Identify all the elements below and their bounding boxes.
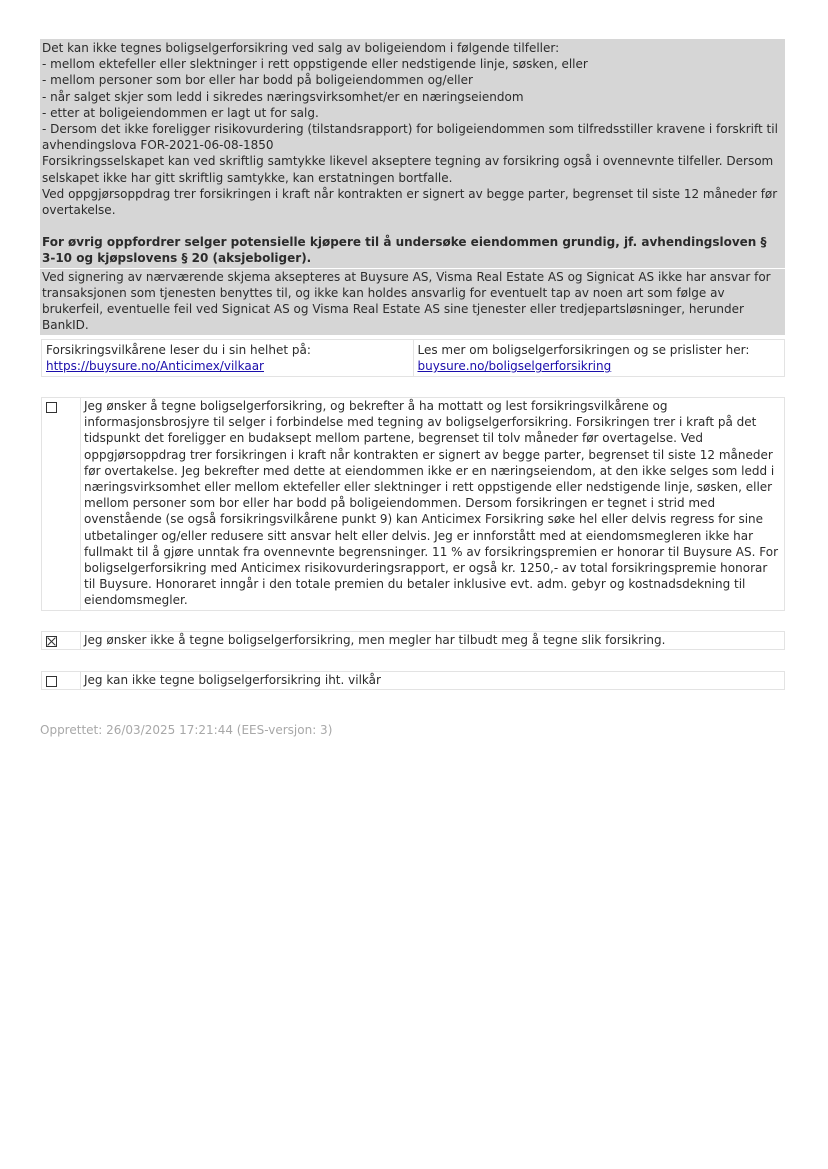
links-table [41,339,785,377]
info-link[interactable]: buysure.no/boligselgerforsikring [417,359,612,374]
checkbox-cell [42,398,81,610]
checkbox-cell [42,672,81,689]
created-timestamp: Opprettet: 26/03/2025 17:21:44 (EES-versjon: 3) [40,723,333,737]
info-line: Forsikringsselskapet kan ved skriftlig samtykke likevel akseptere tegning av forsikring også i ovennevnte tilfeller. Dersom selskapet ikke har gitt skriftlig samtykke, kan erstatningen bortfalle. [42,154,774,185]
info-label: Les mer om boligselgerforsikringen og se prislister her: [417,343,750,357]
terms-label: Forsikringsvilkårene leser du i sin helhet på: [46,343,311,357]
disclaimer-text: Ved signering av nærværende skjema aksepteres at Buysure AS, Visma Real Estate AS og Signicat AS ikke har ansvar for transaksjonen som tjenesten benyttes til, og ikke kan holdes ansvarlig for eventuelt tap av noen art som følge av brukerfeil, eventuelle feil ved Signicat AS og Visma Real Estate AS sine tjenester eller tredjepartsløsninger, herunder BankID. [42,269,771,333]
info-line: - Dersom det ikke foreligger risikovurdering (tilstandsrapport) for boligeiendommen som tilfredsstiller kravene i forskrift til avhendingslova FOR-2021-06-08-1850 [42,122,778,153]
info-line: Det kan ikke tegnes boligselgerforsikring ved salg av boligeiendom i følgende tilfeller: [42,41,560,55]
decline-insurance-checkbox[interactable] [46,636,57,647]
cannot-insure-checkbox[interactable] [46,676,57,687]
option-text: Jeg ønsker å tegne boligselgerforsikring, og bekrefter å ha mottatt og lest forsikringsvilkårene og informasjonsbrosjyre til selger i forbindelse med tegning av boligselgerforsikring. Forsikringen trer i kraft på det tidspunkt det foreligger en budaksept mellom partene, begrenset til tolv måneder før overtagelse. Ved oppgjørsoppdrag trer forsikringen i kraft når kontrakten er signert av begge parter, begrenset til siste 12 måneder før overtakelse. Jeg bekrefter med dette at eiendommen ikke er en næringseiendom, at den ikke selges som ledd i næringsvirksomhet eller mellom ektefeller eller slektninger i rett oppstigende eller nedstigende linje, søsken, eller mellom personer som bor eller har bodd på boligeiendommen. Dersom forsikringen er tegnet i strid med ovenstående (se også forsikringsvilkårene punkt 9) kan Anticimex Forsikring søke hel eller delvis regress for sine utbetalinger og/eller redusere sitt ansvar helt eller delvis. Jeg er innforstått med at eiendomsmegleren ikke har fullmakt til å gjøre unntak fra ovennevnte begrensninger. 11 % av forsikringspremien er honorar til Buysure AS. For boligselgerforsikring med Anticimex risikovurderingsrapport, er også kr. 1250,- av total forsikringspremie honorar til Buysure. Honoraret inngår i den totale premien du betaler inklusive evt. adm. gebyr og kostnadsdekning til eiendomsmegler. [84,399,779,608]
option-cannot-insure [41,671,785,690]
spacer [42,218,783,234]
terms-link[interactable]: https://buysure.no/Anticimex/vilkaar [46,359,264,374]
insurance-info-block [40,39,785,335]
info-line: - mellom ektefeller eller slektninger i rett oppstigende eller nedstigende linje, søsken, eller [42,57,588,72]
accept-insurance-checkbox[interactable] [46,402,57,413]
info-cell [413,340,785,376]
info-line: - mellom personer som bor eller har bodd på boligeiendommen og/eller [42,73,473,88]
checkbox-cell [42,632,81,649]
option-decline-insurance [41,631,785,650]
option-text: Jeg kan ikke tegne boligselgerforsikring iht. vilkår [84,673,381,687]
info-line: - når salget skjer som ledd i sikredes næringsvirksomhet/er en næringseiendom [42,89,524,104]
bold-notice: For øvrig oppfordrer selger potensielle kjøpere til å undersøke eiendommen grundig, jf. avhendingsloven § 3-10 og kjøpslovens § 20 (aksjeboliger). [42,235,767,266]
option-text: Jeg ønsker ikke å tegne boligselgerforsikring, men megler har tilbudt meg å tegne slik forsikring. [84,633,666,647]
info-line: Ved oppgjørsoppdrag trer forsikringen i kraft når kontrakten er signert av begge parter, begrenset til siste 12 måneder før overtakelse. [42,186,778,218]
terms-cell [42,340,413,376]
option-accept-insurance [41,397,785,611]
info-line: - etter at boligeiendommen er lagt ut for salg. [42,105,319,120]
